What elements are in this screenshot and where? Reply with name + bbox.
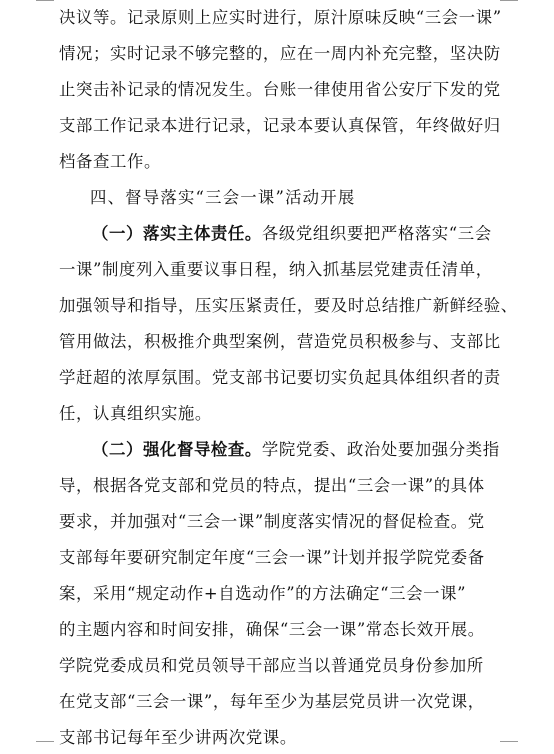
text-line: 任，认真组织实施。 [59, 404, 212, 423]
paragraph-label: （一）落实主体责任。 [92, 224, 262, 243]
text-line: 学院党委成员和党员领导干部应当以普通党员身份参加所 [59, 656, 484, 675]
text-line: 支部书记每年至少讲两次党课。 [59, 728, 297, 747]
text-line: 支部每年要研究制定年度“三会一课”计划并报学院党委备 [59, 548, 485, 567]
page-corner-mark [36, 0, 54, 1]
page-corner-mark [500, 0, 518, 1]
text-line: 档备查工作。 [59, 152, 161, 171]
paragraph-text: 各级党组织要把严格落实“三会 [261, 224, 492, 243]
text-line: 导，根据各党支部和党员的特点，提出“三会一课”的具体 [59, 476, 485, 495]
text-line: 情况；实时记录不够完整的，应在一周内补充完整，坚决防 [59, 44, 501, 63]
page-corner-mark [36, 741, 54, 742]
text-line: 在党支部“三会一课”，每年至少为基层党员讲一次党课， [59, 692, 485, 711]
paragraph-text: 学院党委、政治处要加强分类指 [261, 440, 500, 459]
text-line: 管用做法，积极推介典型案例，营造党员积极参与、支部比 [59, 332, 501, 351]
text-line: 支部工作记录本进行记录，记录本要认真保管，年终做好归 [59, 116, 501, 135]
paragraph-label: （二）强化督导检查。 [92, 440, 262, 459]
text-line: 的主题内容和时间安排，确保“三会一课”常态长效开展。 [59, 620, 485, 639]
section-heading: 四、督导落实“三会一课”活动开展 [90, 188, 356, 207]
text-line: 决议等。记录原则上应实时进行，原汁原味反映“三会一课” [59, 8, 502, 27]
text-line: 要求，并加强对“三会一课”制度落实情况的督促检查。党 [59, 512, 485, 531]
text-line: 加强领导和指导，压实压紧责任，要及时总结推广新鲜经验、 [59, 296, 518, 315]
text-line: 学赶超的浓厚氛围。党支部书记要切实负起具体组织者的责 [59, 368, 501, 387]
text-line: 止突击补记录的情况发生。台账一律使用省公安厅下发的党 [59, 80, 501, 99]
paragraph-first-line [92, 218, 499, 250]
page-corner-mark [500, 741, 518, 742]
paragraph-first-line [92, 434, 499, 466]
text-line: 案，采用“规定动作+自选动作”的方法确定“三会一课” [59, 584, 467, 603]
text-line: 一课”制度列入重要议事日程，纳入抓基层党建责任清单， [59, 260, 493, 279]
